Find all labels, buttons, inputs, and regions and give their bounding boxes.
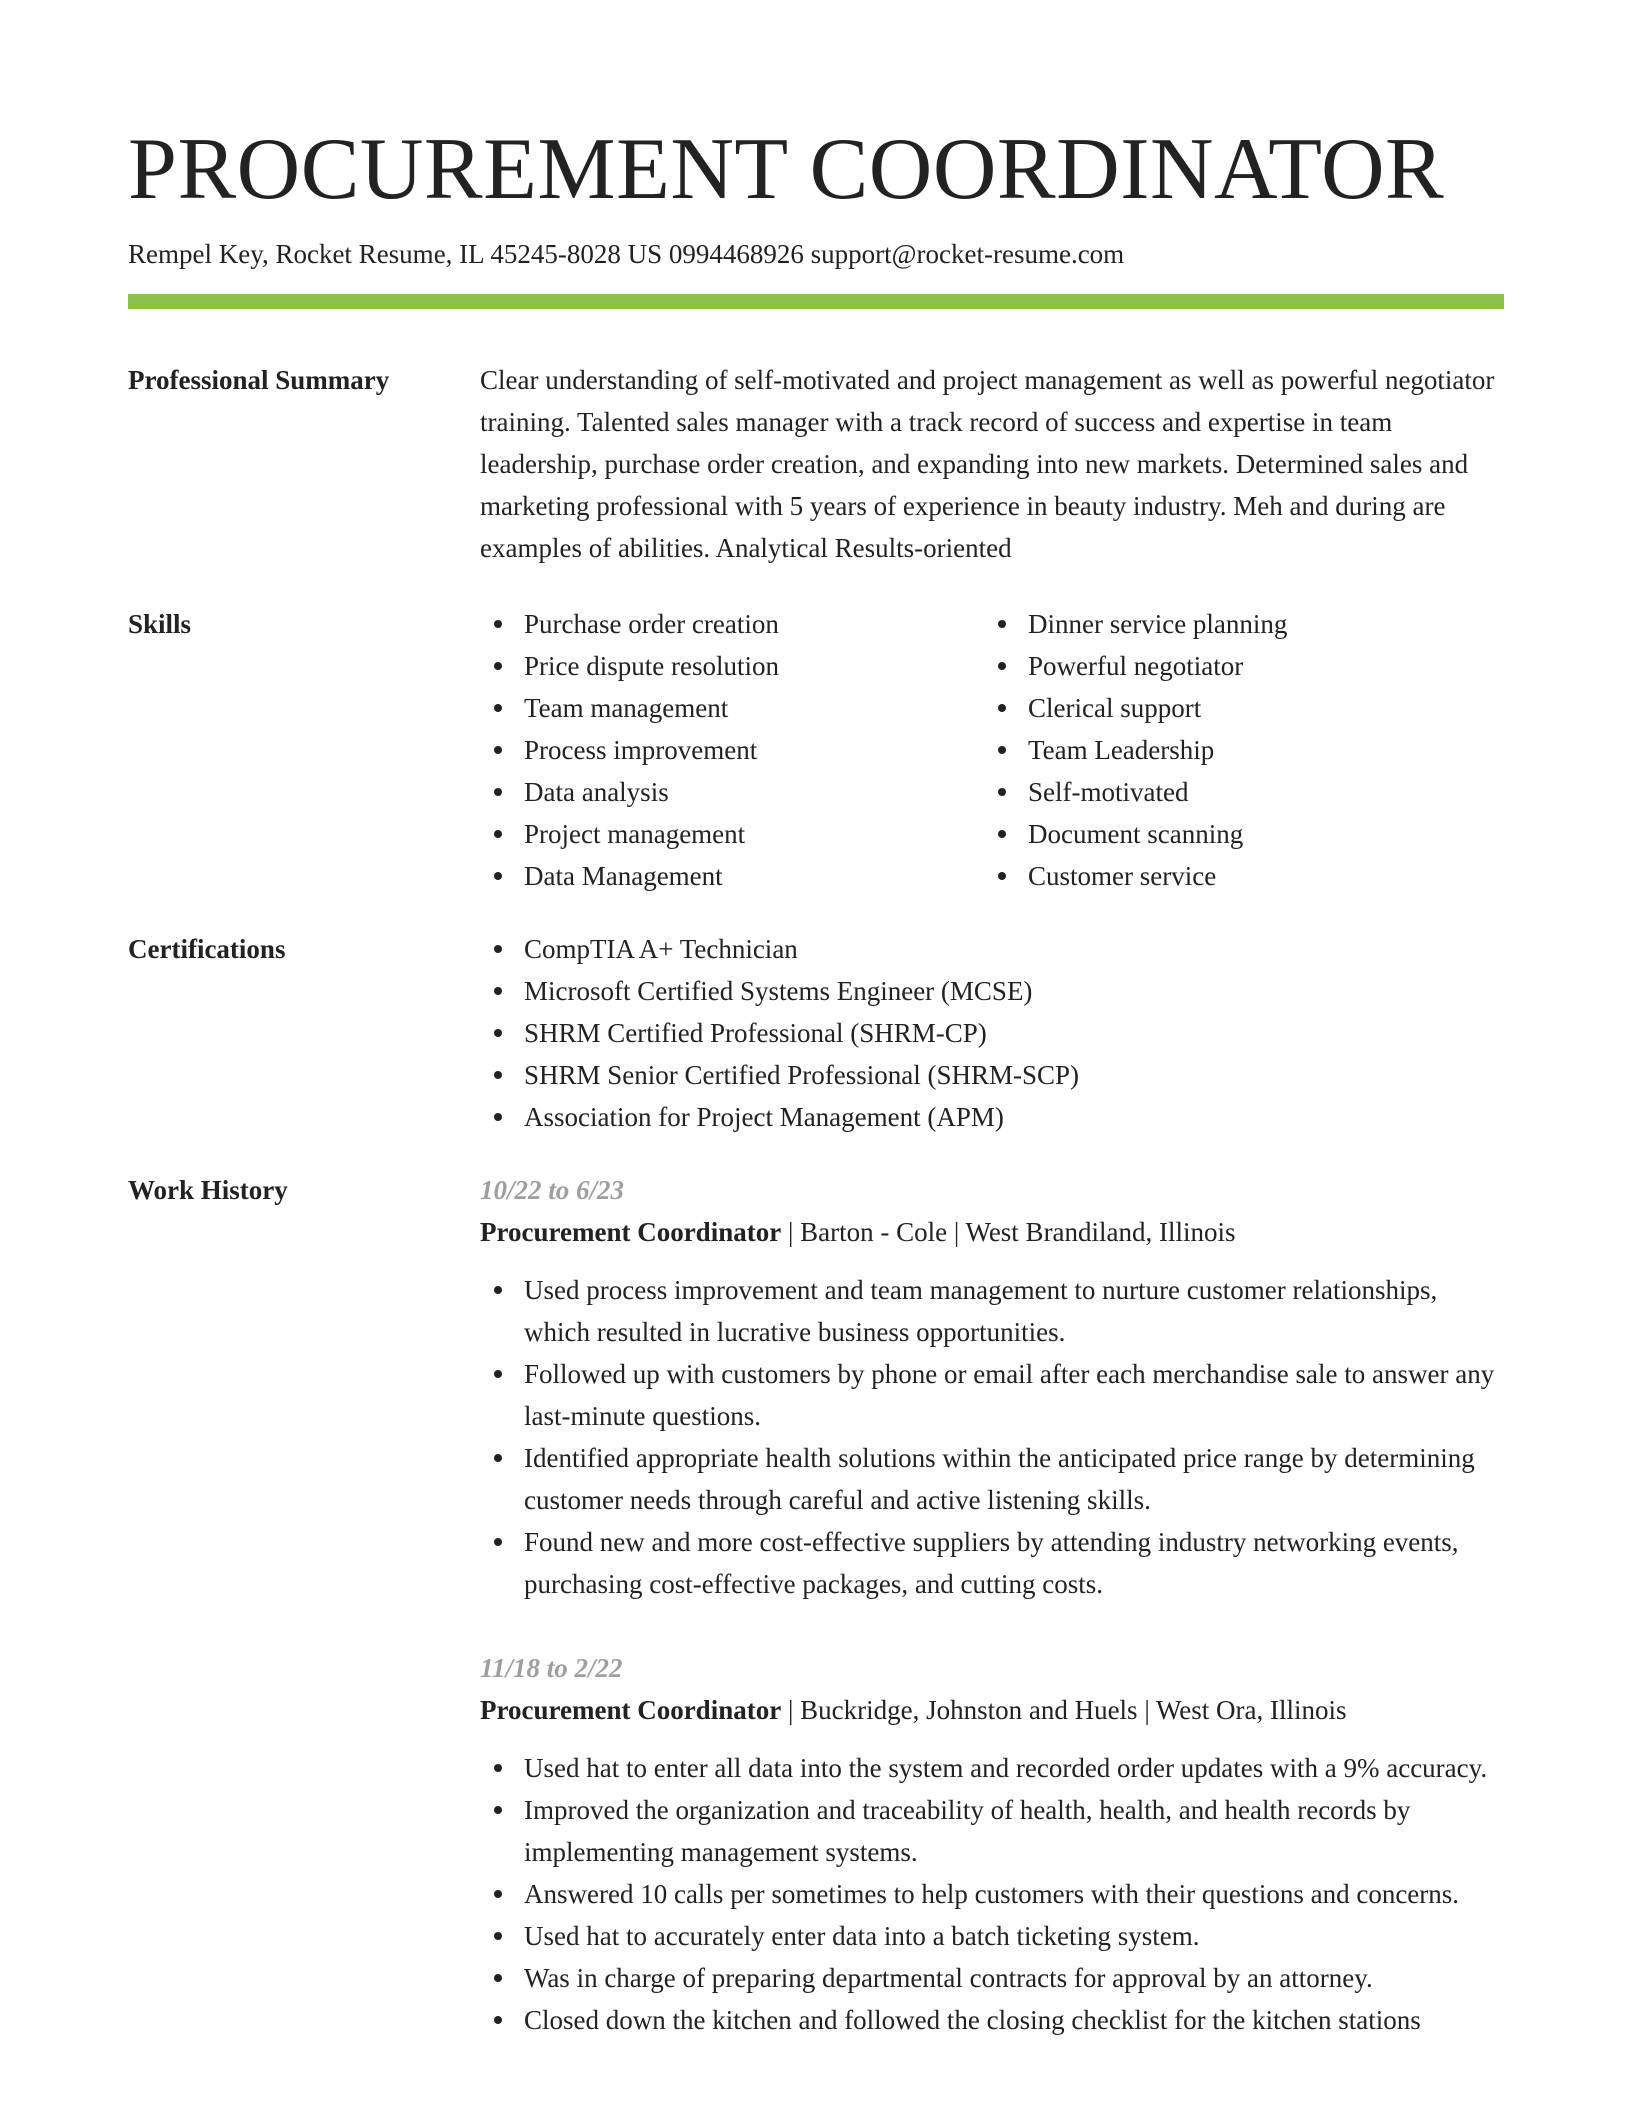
certification-item: Microsoft Certified Systems Engineer (MCSE) (480, 970, 1504, 1012)
skill-item: Data Management (480, 855, 984, 897)
certifications-section (128, 928, 1504, 1138)
skill-item: Clerical support (984, 687, 1488, 729)
job-bullet: Identified appropriate health solutions within the anticipated price range by determining customer needs through careful and active listening skills. (480, 1437, 1504, 1521)
job-entry (480, 1647, 1504, 2041)
accent-divider (128, 294, 1504, 309)
summary-text: Clear understanding of self-motivated and project management as well as powerful negotiator training. Talented sales manager with a track record of success and expertise in team leadership, purchase order creation, and expanding into new markets. Determined sales and marketing professional with 5 years of experience in beauty industry. Meh and during are examples of abilities. Analytical Results-oriented (480, 365, 1495, 563)
job-bullet: Used hat to accurately enter data into a batch ticketing system. (480, 1915, 1504, 1957)
skill-item: Team Leadership (984, 729, 1488, 771)
certification-item: CompTIA A+ Technician (480, 928, 1504, 970)
job-heading (480, 1211, 1504, 1253)
certification-item: SHRM Senior Certified Professional (SHRM-SCP) (480, 1054, 1504, 1096)
skills-section (128, 603, 1504, 897)
section-label-skills: Skills (128, 609, 192, 639)
skill-item: Data analysis (480, 771, 984, 813)
job-bullet: Answered 10 calls per sometimes to help customers with their questions and concerns. (480, 1873, 1504, 1915)
job-bullet: Improved the organization and traceability of health, health, and health records by implementing management systems. (480, 1789, 1504, 1873)
skill-item: Document scanning (984, 813, 1488, 855)
job-bullet: Found new and more cost-effective suppliers by attending industry networking events, purchasing cost-effective packages, and cutting costs. (480, 1521, 1504, 1605)
skill-item: Powerful negotiator (984, 645, 1488, 687)
skill-item: Purchase order creation (480, 603, 984, 645)
contact-line: Rempel Key, Rocket Resume, IL 45245-8028 US 0994468926 support@rocket-resume.com (128, 239, 1125, 269)
job-title: Procurement Coordinator (480, 1695, 782, 1725)
skill-item: Project management (480, 813, 984, 855)
job-bullets (480, 1269, 1504, 1605)
resume-title: PROCUREMENT COORDINATOR (128, 121, 1445, 218)
job-dates: 10/22 to 6/23 (480, 1175, 625, 1205)
skill-item: Dinner service planning (984, 603, 1488, 645)
section-label-summary: Professional Summary (128, 365, 390, 395)
certification-item: SHRM Certified Professional (SHRM-CP) (480, 1012, 1504, 1054)
job-heading (480, 1689, 1504, 1731)
skills-list-left (480, 603, 984, 897)
job-company-location: | Barton - Cole | West Brandiland, Illinois (781, 1217, 1236, 1247)
work-history-section (128, 1169, 1504, 2041)
job-dates: 11/18 to 2/22 (480, 1653, 623, 1683)
skill-item: Self-motivated (984, 771, 1488, 813)
certifications-list (480, 928, 1504, 1138)
skill-item: Price dispute resolution (480, 645, 984, 687)
job-bullet: Used process improvement and team management to nurture customer relationships, which resulted in lucrative business opportunities. (480, 1269, 1504, 1353)
section-label-work-history: Work History (128, 1175, 288, 1205)
job-bullet: Closed down the kitchen and followed the closing checklist for the kitchen stations (480, 1999, 1504, 2041)
skill-item: Customer service (984, 855, 1488, 897)
skill-item: Process improvement (480, 729, 984, 771)
job-company-location: | Buckridge, Johnston and Huels | West Ora, Illinois (781, 1695, 1347, 1725)
job-entry (480, 1169, 1504, 1605)
job-bullet: Was in charge of preparing departmental contracts for approval by an attorney. (480, 1957, 1504, 1999)
job-bullets (480, 1747, 1504, 2041)
job-title: Procurement Coordinator (480, 1217, 782, 1247)
job-bullet: Used hat to enter all data into the system and recorded order updates with a 9% accuracy. (480, 1747, 1504, 1789)
resume-page (128, 118, 1504, 2041)
certification-item: Association for Project Management (APM) (480, 1096, 1504, 1138)
skills-list-right (984, 603, 1488, 897)
summary-section (128, 359, 1504, 569)
job-bullet: Followed up with customers by phone or email after each merchandise sale to answer any last-minute questions. (480, 1353, 1504, 1437)
section-label-certifications: Certifications (128, 934, 286, 964)
skill-item: Team management (480, 687, 984, 729)
